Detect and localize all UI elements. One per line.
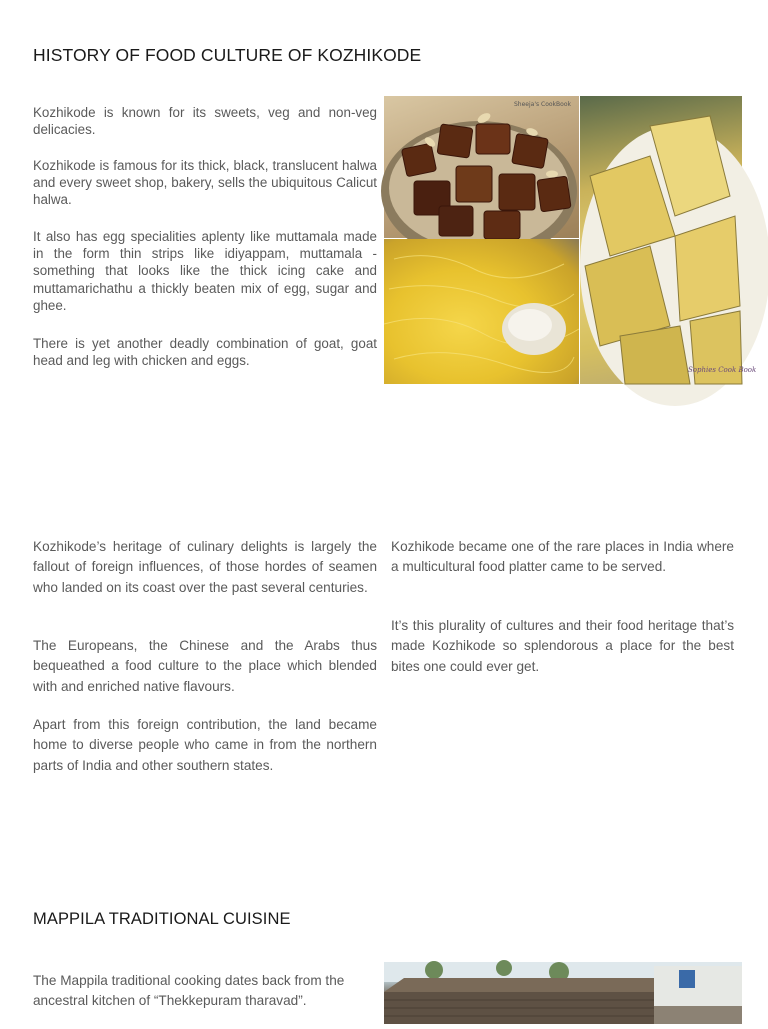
food-photo-collage (384, 96, 757, 384)
heritage-paragraph-1: Kozhikode’s heritage of culinary delights is largely the fallout of foreign influences, of those hordes of seamen who landed on its coast over the past several centuries. (33, 539, 377, 595)
yellow-vermicelli-photo (384, 239, 579, 384)
intro-paragraph-1: Kozhikode is known for its sweets, veg and non-veg delicacies. (33, 105, 377, 138)
egg-cake-photo (580, 96, 757, 384)
heritage-paragraph-3: Apart from this foreign contribution, the land became home to diverse people who came in from the northern parts of India and other southern states. (33, 717, 377, 773)
multicultural-paragraph-1: Kozhikode became one of the rare places in India where a multicultural food platter came to be served. (391, 539, 734, 575)
intro-paragraph-2: Kozhikode is famous for its thick, black, translucent halwa and every sweet shop, bakery, sells the ubiquitous Calicut halwa. (33, 158, 377, 208)
section-title-mappila: MAPPILA TRADITIONAL CUISINE (33, 910, 291, 928)
multicultural-paragraph-2: It’s this plurality of cultures and their food heritage that’s made Kozhikode so splendorous a place for the best bites one could ever get. (391, 618, 734, 674)
watermark-top: Sheeja's CookBook (514, 101, 571, 108)
page-title: HISTORY OF FOOD CULTURE OF KOZHIKODE (33, 45, 422, 65)
tharavad-house-photo (384, 962, 742, 1024)
mappila-paragraph: The Mappila traditional cooking dates back from the ancestral kitchen of “Thekkepuram tharavad”. (33, 973, 345, 1009)
halwa-photo (384, 96, 579, 238)
watermark-bottom: Sophies Cook Book (688, 366, 757, 374)
heritage-paragraph-2: The Europeans, the Chinese and the Arabs thus bequeathed a food culture to the place which blended with and enriched native flavours. (33, 638, 377, 694)
intro-paragraph-3: It also has egg specialities aplenty like muttamala made in the form thin strips like idiyappam, muttamala - something that looks like the thick icing cake and muttamarichathu a thickly beaten mix of egg, sugar and ghee. (33, 229, 377, 313)
intro-paragraph-4: There is yet another deadly combination of goat, goat head and leg with chicken and eggs. (33, 336, 377, 369)
